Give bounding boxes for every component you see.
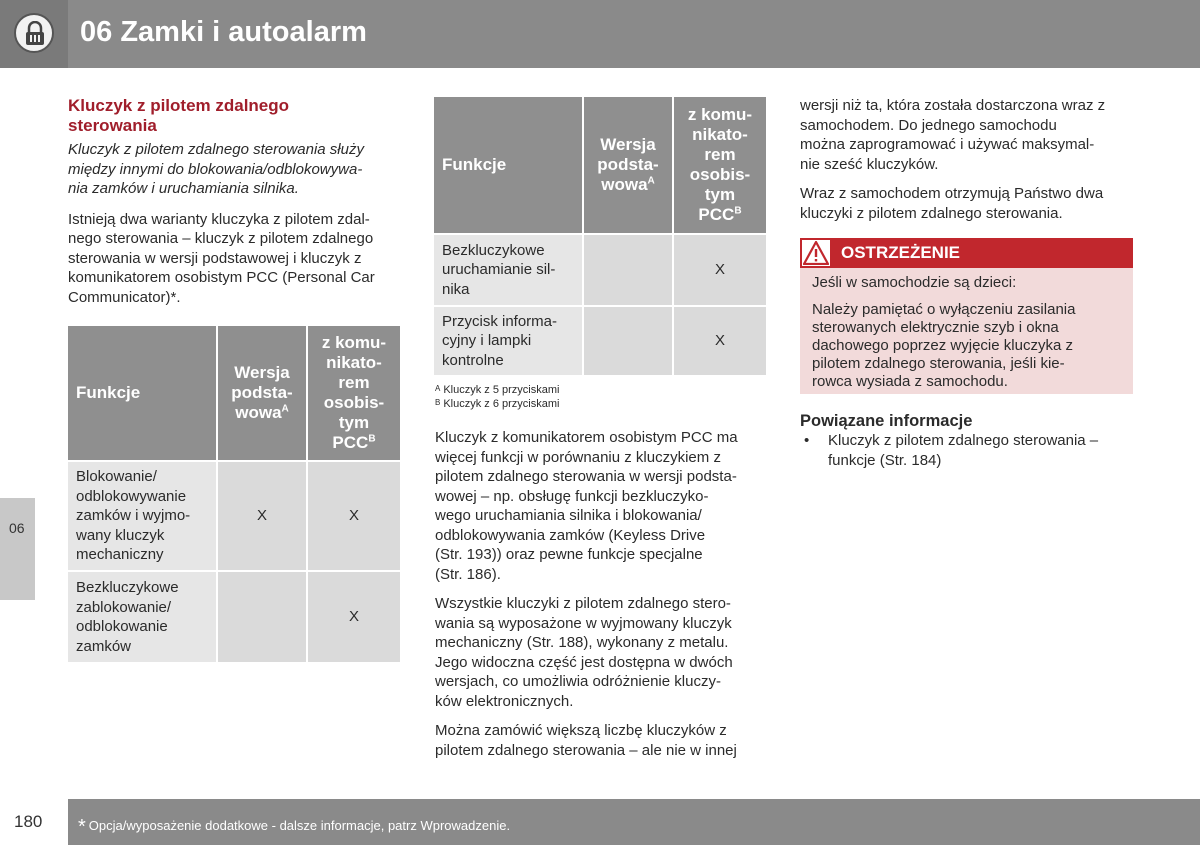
cell-line: kontrolne bbox=[442, 351, 504, 369]
table-row bbox=[434, 307, 766, 375]
section-title bbox=[68, 96, 403, 136]
basic-mark-cell: X bbox=[218, 462, 306, 570]
lock-icon bbox=[14, 13, 54, 53]
pcc-mark-cell: X bbox=[308, 572, 400, 662]
text-line: pilotem zdalnego sterowania – ale nie w innej bbox=[435, 741, 737, 759]
header-functions: Funkcje bbox=[68, 326, 216, 460]
lead-paragraph bbox=[68, 140, 403, 199]
table-row bbox=[68, 572, 400, 662]
header-line: rem bbox=[338, 373, 370, 392]
header-text: PCC bbox=[332, 433, 369, 452]
header-line bbox=[588, 175, 668, 195]
page-title: 06 Zamki i autoalarm bbox=[80, 16, 367, 48]
paragraph bbox=[800, 184, 1140, 223]
cell-line: mechaniczny bbox=[76, 546, 164, 564]
footer-note-text: Opcja/wyposażenie dodatkowe - dalsze informacje, patrz Wprowadzenie. bbox=[88, 818, 511, 833]
related-info bbox=[800, 411, 1140, 470]
text-line: Kluczyk z komunikatorem osobistym PCC ma bbox=[435, 429, 738, 446]
basic-mark-cell bbox=[584, 307, 672, 375]
header-line: podsta- bbox=[231, 383, 293, 402]
header-line: tym bbox=[338, 413, 370, 432]
table-row bbox=[434, 235, 766, 305]
footer-note bbox=[78, 813, 510, 836]
text-line: ków elektronicznych. bbox=[435, 692, 574, 710]
warning-box bbox=[800, 238, 1133, 394]
pcc-mark-cell: X bbox=[308, 462, 400, 570]
section-title-line: sterowania bbox=[68, 116, 157, 135]
text-line: wersji niż ta, która została dostarczona wraz z bbox=[800, 97, 1106, 114]
text-line: pilotem zdalnego sterowania, jeśli kie- bbox=[812, 355, 1065, 372]
text-line: komunikatorem osobistym PCC (Personal Car bbox=[68, 269, 375, 286]
header-basic-version bbox=[584, 97, 672, 233]
function-cell bbox=[68, 572, 216, 662]
column-right bbox=[800, 96, 1140, 233]
header-line: Wersja bbox=[600, 135, 656, 154]
header-line: Wersja bbox=[234, 363, 290, 382]
header-functions: Funkcje bbox=[434, 97, 582, 233]
cell-line: odblokowywanie bbox=[76, 487, 187, 505]
basic-mark-cell bbox=[218, 572, 306, 662]
table-header-row bbox=[434, 97, 766, 233]
header-icon-box bbox=[0, 0, 68, 68]
function-cell bbox=[68, 462, 216, 570]
text-line: rowca wysiada z samochodu. bbox=[812, 373, 1008, 390]
footnote-mark: B bbox=[368, 433, 376, 445]
pcc-mark-cell: X bbox=[674, 235, 766, 305]
header-basic-version bbox=[218, 326, 306, 460]
text-line: Wraz z samochodem otrzymują Państwo dwa bbox=[800, 185, 1104, 202]
text-line: wego uruchamiania silnika i blokowania/ bbox=[435, 507, 702, 524]
text-line: nego sterowania – kluczyk z pilotem zdalnego bbox=[68, 230, 374, 247]
header-line: nikato- bbox=[326, 353, 382, 372]
header-pcc-version bbox=[674, 97, 766, 233]
text-line: mechaniczny (Str. 188), wykonany z metalu. bbox=[435, 634, 729, 651]
cell-line: odblokowanie bbox=[76, 618, 168, 635]
paragraph bbox=[435, 594, 770, 711]
text-line: odblokowywania zamków (Keyless Drive bbox=[435, 526, 706, 544]
text-line: dachowego poprzez wyjęcie kluczyka z bbox=[812, 337, 1073, 354]
header-line: osobis- bbox=[689, 165, 751, 184]
cell-line: wany kluczyk bbox=[76, 526, 165, 544]
text-line: Wszystkie kluczyki z pilotem zdalnego stero- bbox=[435, 595, 731, 612]
column-middle bbox=[435, 383, 770, 770]
text-line: Należy pamiętać o wyłączeniu zasilania bbox=[812, 301, 1076, 318]
warning-body bbox=[800, 268, 1133, 406]
cell-line: zablokowanie/ bbox=[76, 598, 172, 616]
cell-line: zamków bbox=[76, 637, 132, 655]
footnote-text: Kluczyk z 5 przyciskami bbox=[443, 384, 560, 396]
cell-line: Bezkluczykowe bbox=[442, 241, 545, 259]
text-line: nie sześć kluczyków. bbox=[800, 155, 939, 173]
text-line: więcej funkcji w porównaniu z kluczykiem z bbox=[435, 448, 721, 466]
text-line: (Str. 186). bbox=[435, 565, 501, 583]
cell-line: uruchamianie sil- bbox=[442, 261, 556, 279]
function-cell bbox=[434, 235, 582, 305]
related-link-text[interactable] bbox=[828, 431, 1098, 470]
asterisk-mark: * bbox=[78, 816, 86, 838]
footnote-mark: A bbox=[647, 175, 655, 187]
header-line: rem bbox=[704, 145, 736, 164]
header-text: PCC bbox=[698, 205, 735, 224]
footnote bbox=[435, 383, 770, 397]
text-line: kluczyki z pilotem zdalnego sterowania. bbox=[800, 204, 1063, 222]
footnote bbox=[435, 397, 770, 411]
footnote-mark: B bbox=[435, 398, 441, 407]
header-line: tym bbox=[704, 185, 736, 204]
text-line: nia zamków i uruchamiania silnika. bbox=[68, 180, 299, 197]
text-line: (Str. 193)) oraz pewne funkcje specjalne bbox=[435, 546, 703, 563]
header-text: wowa bbox=[235, 403, 282, 422]
footnote-mark: A bbox=[281, 403, 289, 415]
intro-paragraph bbox=[68, 210, 403, 308]
pcc-mark-cell: X bbox=[674, 307, 766, 375]
warning-paragraph bbox=[812, 301, 1121, 391]
text-line: samochodem. Do jednego samochodu bbox=[800, 116, 1057, 134]
footnote-text: Kluczyk z 6 przyciskami bbox=[443, 398, 560, 410]
footnote-mark: A bbox=[435, 384, 441, 393]
paragraph bbox=[435, 428, 770, 584]
text-line: Jego widoczna część jest dostępna w dwóch bbox=[435, 653, 733, 671]
page-header bbox=[0, 0, 1200, 68]
cell-line: zamków i wyjmo- bbox=[76, 507, 191, 525]
paragraph bbox=[435, 721, 770, 760]
footnote-mark: B bbox=[734, 205, 742, 217]
header-pcc-version bbox=[308, 326, 400, 460]
header-line bbox=[222, 403, 302, 423]
header-line bbox=[312, 433, 396, 453]
header-line: podsta- bbox=[597, 155, 659, 174]
chapter-tab[interactable] bbox=[0, 498, 35, 600]
text-line: Istnieją dwa warianty kluczyka z pilotem zdal- bbox=[68, 210, 370, 228]
bullet-icon: • bbox=[804, 432, 810, 449]
page-number: 180 bbox=[14, 812, 43, 831]
text-line: sterowania w wersji podstawowej i kluczyk z bbox=[68, 249, 362, 267]
text-line: sterowanych elektrycznie szyb i okna bbox=[812, 319, 1059, 336]
text-line: Kluczyk z pilotem zdalnego sterowania służy bbox=[68, 141, 364, 158]
column-left bbox=[68, 96, 403, 317]
section-title-line: Kluczyk z pilotem zdalnego bbox=[68, 96, 290, 115]
warning-title: OSTRZEŻENIE bbox=[841, 243, 961, 262]
header-line: nikato- bbox=[692, 125, 748, 144]
header-line: z komu- bbox=[321, 333, 387, 352]
header-line: z komu- bbox=[687, 105, 753, 124]
cell-line: cyjny i lampki bbox=[442, 332, 532, 350]
text-line: Kluczyk z pilotem zdalnego sterowania – bbox=[828, 432, 1099, 449]
text-line: wania są wyposażone w wyjmowany kluczyk bbox=[435, 614, 732, 632]
page-footer bbox=[68, 799, 1200, 845]
warning-triangle-icon bbox=[802, 240, 830, 266]
header-text: wowa bbox=[601, 175, 648, 194]
cell-line: Blokowanie/ bbox=[76, 468, 157, 486]
header-line bbox=[678, 205, 762, 225]
cell-line: nika bbox=[442, 280, 470, 298]
text-line: pilotem zdalnego sterowania w wersji podsta- bbox=[435, 468, 737, 485]
warning-paragraph: Jeśli w samochodzie są dzieci: bbox=[812, 274, 1017, 291]
text-line: Można zamówić większą liczbę kluczyków z bbox=[435, 722, 727, 739]
text-line: funkcje (Str. 184) bbox=[828, 451, 942, 469]
header-line: osobis- bbox=[323, 393, 385, 412]
basic-mark-cell bbox=[584, 235, 672, 305]
text-line: wowej – np. obsługę funkcji bezkluczyko- bbox=[435, 487, 709, 505]
chapter-tab-label: 06 bbox=[9, 520, 25, 536]
table-row bbox=[68, 462, 400, 570]
function-cell bbox=[434, 307, 582, 375]
paragraph bbox=[800, 96, 1140, 174]
functions-table-1 bbox=[66, 324, 402, 664]
related-title: Powiązane informacje bbox=[800, 412, 973, 430]
text-line: można zaprogramować i używać maksymal- bbox=[800, 136, 1095, 153]
related-link[interactable] bbox=[800, 431, 1140, 470]
cell-line: Bezkluczykowe bbox=[76, 579, 179, 596]
text-line: między innymi do blokowania/odblokowywa- bbox=[68, 160, 363, 178]
table-header-row bbox=[68, 326, 400, 460]
text-line: Communicator)*. bbox=[68, 288, 181, 306]
text-line: wersjach, co umożliwia odróżnienie kluczy- bbox=[435, 673, 721, 690]
warning-header bbox=[800, 238, 1133, 268]
functions-table-2 bbox=[432, 95, 768, 377]
cell-line: Przycisk informa- bbox=[442, 312, 558, 330]
